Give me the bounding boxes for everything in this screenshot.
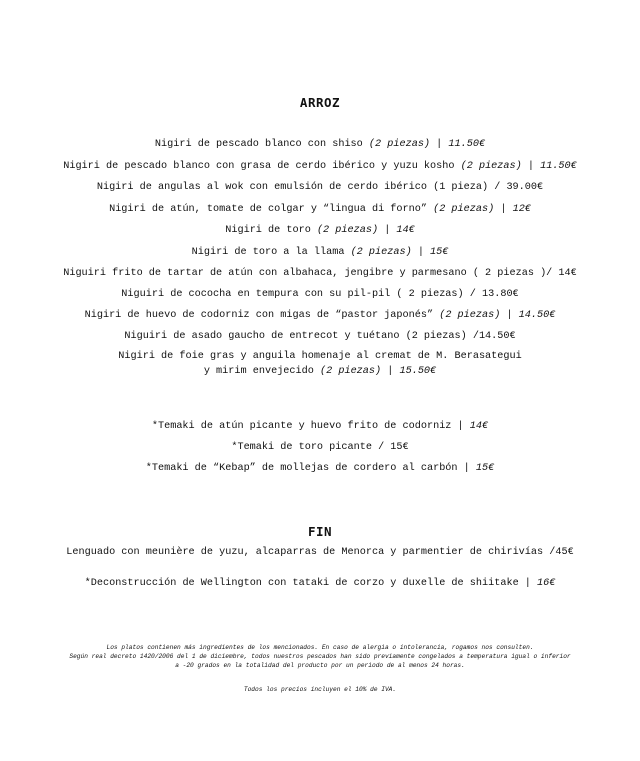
decree-note: Según real decreto 1420/2006 del 1 de diciembre, todos nuestros pescados han sido previamente congelados a temperatura igual o inferior [69, 653, 571, 660]
temaki-item [0, 420, 640, 433]
menu-item [0, 288, 640, 301]
item-pieces: (2 piezas) [439, 310, 501, 321]
menu-item [0, 330, 640, 343]
item-pieces: (2 piezas) [320, 366, 382, 377]
item-price: | 11.50€ [521, 161, 577, 172]
menu-item [0, 224, 640, 237]
item-pieces: (2 piezas) [433, 204, 495, 215]
item-name: Nigiri de toro [225, 225, 317, 236]
item-name: y mirim envejecido [203, 366, 320, 377]
item-name: *Temaki de “Kebap” de mollejas de cordero al carbón [145, 463, 464, 474]
menu-item [0, 350, 640, 363]
menu-item [0, 309, 640, 322]
item-name: *Temaki de toro picante / 15€ [231, 442, 409, 453]
menu-item [0, 203, 640, 216]
menu-item [0, 267, 640, 280]
item-price: | 14€ [457, 421, 489, 432]
item-name: Nigiri de pescado blanco con grasa de cerdo ibérico y yuzu kosho [63, 161, 461, 172]
item-price: | 15€ [463, 463, 495, 474]
item-pieces: (2 piezas) [316, 225, 379, 236]
menu-item [0, 181, 640, 194]
section-title-fin: FIN [307, 524, 333, 539]
decree-note-cont: a -20 grados en la totalidad del producto por un periodo de al menos 24 horas. [175, 662, 465, 669]
item-pieces: (2 piezas) [368, 139, 431, 150]
item-name: Niguiri de cococha en tempura con su pil-pil ( 2 piezas) / 13.80€ [121, 289, 519, 300]
item-price: | 12€ [494, 204, 531, 215]
item-pieces: (2 piezas) [350, 247, 412, 258]
item-name: Nigiri de atún, tomate de colgar y “lingua di forno” [109, 204, 434, 215]
menu-item [0, 246, 640, 259]
temaki-item [0, 441, 640, 454]
item-name: *Temaki de atún picante y huevo frito de codorniz [151, 421, 458, 432]
item-price: | 14.50€ [500, 310, 556, 321]
item-price: | 15€ [411, 247, 449, 258]
item-name: Lenguado con meunière de yuzu, alcaparras de Menorca y parmentier de chirivías /45€ [66, 547, 574, 558]
item-name: Nigiri de foie gras y anguila homenaje al cremat de M. Berasategui [118, 351, 522, 362]
vat-note: Todos los precios incluyen el 10% de IVA. [243, 686, 397, 693]
menu-item [0, 365, 640, 378]
item-price: | 11.50€ [430, 139, 486, 150]
allergy-note: Los platos contienen más ingredientes de los mencionados. En caso de alergia o intolerancia, rogamos nos consulten. [106, 644, 534, 651]
item-name: Nigiri de huevo de codorniz con migas de “pastor japonés” [84, 310, 440, 321]
item-name: *Deconstrucción de Wellington con tataki de corzo y duxelle de shiitake [84, 578, 525, 589]
item-name: Nigiri de angulas al wok con emulsión de cerdo ibérico (1 pieza) / 39.00€ [96, 182, 544, 193]
item-name: Niguiri de asado gaucho de entrecot y tuétano (2 piezas) /14.50€ [124, 331, 516, 342]
temaki-item [0, 462, 640, 475]
item-pieces: (2 piezas) [460, 161, 522, 172]
item-price: | 14€ [378, 225, 415, 236]
item-name: Niguiri frito de tartar de atún con albahaca, jengibre y parmesano ( 2 piezas )/ 14€ [63, 268, 577, 279]
item-price: | 15.50€ [381, 366, 437, 377]
menu-item [0, 138, 640, 151]
item-price: | 16€ [524, 578, 556, 589]
menu-item [0, 577, 640, 590]
item-name: Nigiri de toro a la llama [191, 247, 351, 258]
section-title-arroz: ARROZ [299, 95, 341, 110]
menu-item [0, 546, 640, 559]
item-name: Nigiri de pescado blanco con shiso [154, 139, 369, 150]
menu-item [0, 160, 640, 173]
